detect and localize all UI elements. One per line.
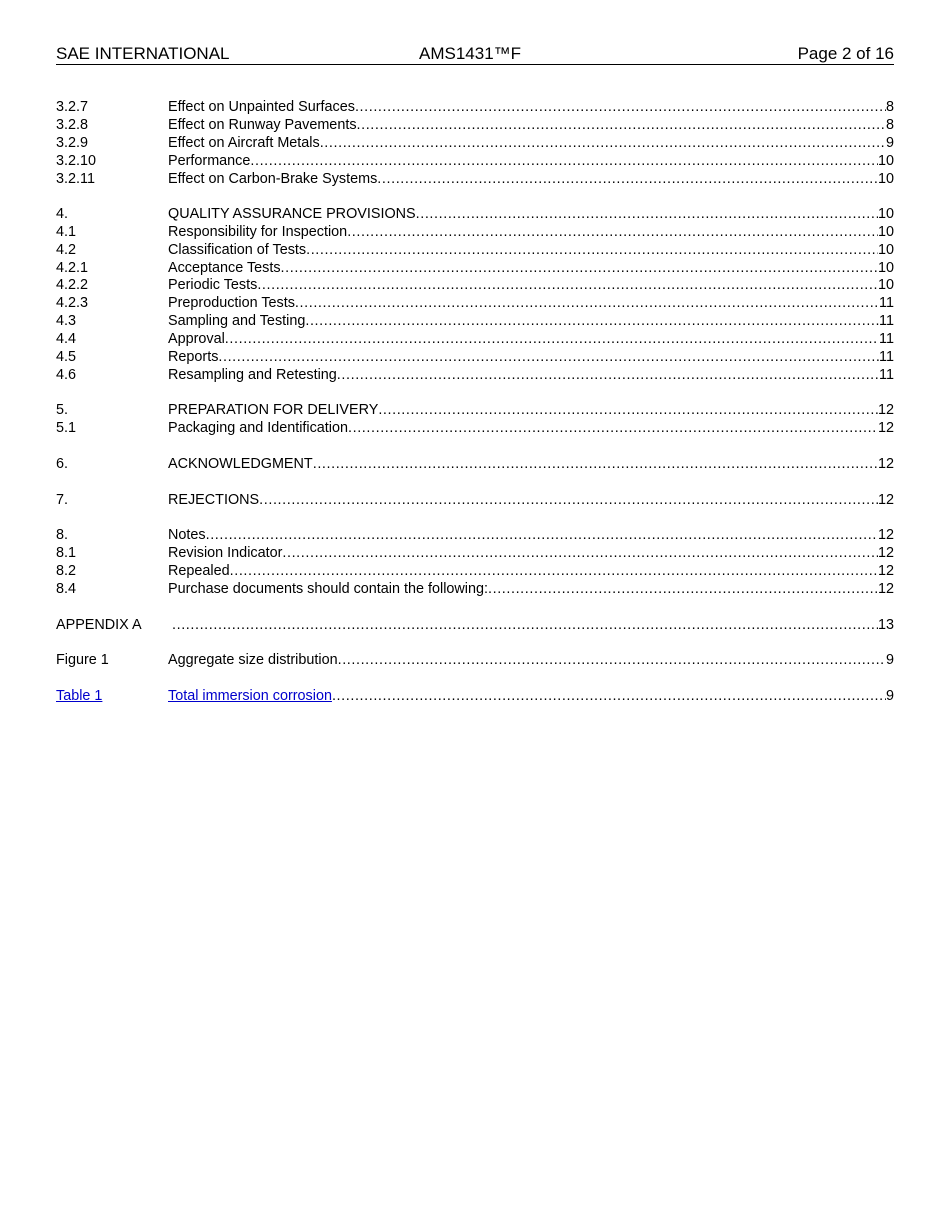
toc-page: 12 <box>877 563 894 579</box>
toc-number: 8.4 <box>56 581 77 597</box>
toc-page: 12 <box>877 527 894 543</box>
toc-page: 12 <box>877 420 894 436</box>
toc-title: Reports <box>168 349 219 365</box>
toc-number: 3.2.9 <box>56 135 89 151</box>
toc-number: 6. <box>56 456 69 472</box>
dot-leader <box>313 455 878 473</box>
toc-page: 12 <box>877 581 894 597</box>
toc-number: 4.2.1 <box>56 260 89 276</box>
dot-leader <box>347 223 878 241</box>
dot-leader <box>416 205 878 223</box>
dot-leader <box>257 276 878 294</box>
toc-number: 4. <box>56 206 69 222</box>
toc-page: 12 <box>877 545 894 561</box>
toc-number: 8.2 <box>56 563 77 579</box>
toc-title[interactable]: Total immersion corrosion <box>168 688 332 704</box>
toc-entry-4-2-3 <box>56 294 894 312</box>
toc-number: 4.2 <box>56 242 77 258</box>
toc-entry-8-4 <box>56 580 894 598</box>
toc-entry-7 <box>56 491 894 509</box>
toc-number: 4.6 <box>56 367 77 383</box>
toc-entry-4-2-1 <box>56 259 894 277</box>
dot-leader <box>305 312 879 330</box>
header-organization: SAE INTERNATIONAL <box>56 44 230 63</box>
toc-number: 4.1 <box>56 224 77 240</box>
toc-number: 4.4 <box>56 331 77 347</box>
toc-title: Purchase documents should contain the following: <box>168 581 488 597</box>
toc-number: 3.2.7 <box>56 99 89 115</box>
toc-number: Figure 1 <box>56 652 109 668</box>
toc-title: Acceptance Tests <box>168 260 281 276</box>
dot-leader <box>338 651 886 669</box>
toc-entry-4-2 <box>56 241 894 259</box>
page-header <box>56 44 894 65</box>
toc-entry-4-1 <box>56 223 894 241</box>
toc-number: 8. <box>56 527 69 543</box>
dot-leader <box>488 580 878 598</box>
toc-title: Resampling and Retesting <box>168 367 337 383</box>
toc-title: Periodic Tests <box>168 277 258 293</box>
toc-title: Effect on Aircraft Metals <box>168 135 320 151</box>
toc-entry-3-2-11 <box>56 170 894 188</box>
toc-entry-3-2-9 <box>56 134 894 152</box>
toc-page: 11 <box>879 313 894 329</box>
toc-number: 7. <box>56 492 69 508</box>
toc-title: REJECTIONS <box>168 492 260 508</box>
toc-number: 5. <box>56 402 69 418</box>
toc-entry-8-2 <box>56 562 894 580</box>
toc-number[interactable]: Table 1 <box>56 688 103 704</box>
dot-leader <box>377 170 878 188</box>
toc-number: 4.2.2 <box>56 277 89 293</box>
toc-page: 11 <box>879 367 894 383</box>
toc-page: 13 <box>877 617 894 633</box>
toc-number: 4.3 <box>56 313 77 329</box>
dot-leader <box>332 687 886 705</box>
toc-title: Effect on Runway Pavements <box>168 117 357 133</box>
toc-number: 3.2.8 <box>56 117 89 133</box>
toc-page: 10 <box>877 171 894 187</box>
toc-page: 12 <box>877 492 894 508</box>
toc-page: 12 <box>877 456 894 472</box>
toc-number: 8.1 <box>56 545 77 561</box>
toc-page: 12 <box>877 402 894 418</box>
dot-leader <box>250 152 878 170</box>
toc-title: Aggregate size distribution <box>168 652 338 668</box>
toc-title: Responsibility for Inspection <box>168 224 348 240</box>
dot-leader <box>225 330 879 348</box>
dot-leader <box>357 116 886 134</box>
toc-entry-4 <box>56 205 894 223</box>
toc-entry-6 <box>56 455 894 473</box>
header-document-id: AMS1431™F <box>419 44 522 63</box>
toc-number: 4.2.3 <box>56 295 89 311</box>
toc-entry-4-4 <box>56 330 894 348</box>
toc-number: APPENDIX A <box>56 617 142 633</box>
dot-leader <box>378 401 878 419</box>
toc-entry-8-1 <box>56 544 894 562</box>
dot-leader <box>259 491 878 509</box>
toc-title: Effect on Unpainted Surfaces <box>168 99 355 115</box>
toc-number: 3.2.10 <box>56 153 97 169</box>
dot-leader <box>355 98 886 116</box>
toc-page: 10 <box>877 242 894 258</box>
toc-entry-4-2-2 <box>56 276 894 294</box>
dot-leader <box>348 419 878 437</box>
toc-title: Classification of Tests <box>168 242 307 258</box>
toc-page: 9 <box>885 135 894 151</box>
toc-page: 11 <box>879 331 894 347</box>
toc-title: Sampling and Testing <box>168 313 306 329</box>
toc-page: 9 <box>885 688 894 704</box>
toc-title: Effect on Carbon-Brake Systems <box>168 171 378 187</box>
header-page-number: Page 2 of 16 <box>797 44 894 63</box>
dot-leader <box>218 348 879 366</box>
dot-leader <box>306 241 878 259</box>
toc-title: Revision Indicator <box>168 545 283 561</box>
toc-entry-8 <box>56 526 894 544</box>
dot-leader <box>230 562 878 580</box>
toc-entry-4-6 <box>56 366 894 384</box>
toc-number: 4.5 <box>56 349 77 365</box>
toc-entry-table-1-link[interactable] <box>56 687 894 705</box>
toc-entry-figure-1 <box>56 651 894 669</box>
toc-number: 5.1 <box>56 420 77 436</box>
dot-leader <box>172 616 878 634</box>
dot-leader <box>337 366 879 384</box>
dot-leader <box>295 294 879 312</box>
toc-title: ACKNOWLEDGMENT <box>168 456 313 472</box>
toc-page: 11 <box>879 295 894 311</box>
toc-title: Performance <box>168 153 251 169</box>
toc-page: 8 <box>885 117 894 133</box>
toc-title: Preproduction Tests <box>168 295 295 311</box>
toc-title: PREPARATION FOR DELIVERY <box>168 402 379 418</box>
toc-page: 10 <box>877 277 894 293</box>
toc-page: 10 <box>877 153 894 169</box>
toc-entry-3-2-10 <box>56 152 894 170</box>
dot-leader <box>282 544 878 562</box>
dot-leader <box>206 526 878 544</box>
toc-title: QUALITY ASSURANCE PROVISIONS <box>168 206 416 222</box>
toc-page: 10 <box>877 206 894 222</box>
toc-entry-5-1 <box>56 419 894 437</box>
toc-entry-5 <box>56 401 894 419</box>
toc-number: 3.2.11 <box>56 171 95 187</box>
toc-page: 10 <box>877 224 894 240</box>
toc-title: Packaging and Identification <box>168 420 349 436</box>
toc-entry-3-2-8 <box>56 116 894 134</box>
toc-title: Repealed <box>168 563 230 579</box>
dot-leader <box>320 134 886 152</box>
toc-entry-appendix-a <box>56 616 894 634</box>
toc-page: 11 <box>879 349 894 365</box>
toc-page: 10 <box>877 260 894 276</box>
toc-entry-3-2-7 <box>56 98 894 116</box>
toc-page: 9 <box>885 652 894 668</box>
dot-leader <box>281 259 878 277</box>
toc-title: Approval <box>168 331 225 347</box>
toc-title: Notes <box>168 527 206 543</box>
toc-page: 8 <box>885 99 894 115</box>
toc-entry-4-5 <box>56 348 894 366</box>
toc-entry-4-3 <box>56 312 894 330</box>
